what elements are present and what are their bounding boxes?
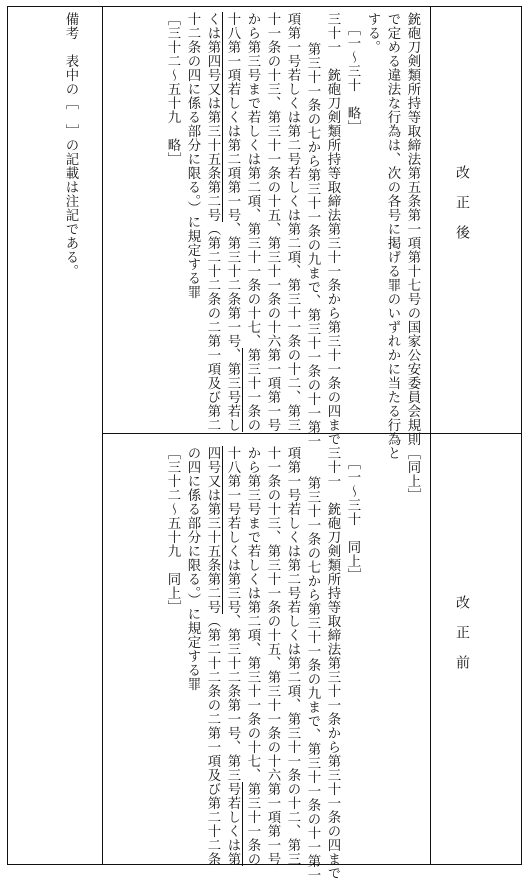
amended-range-2: ［三十二～五十九 略］ bbox=[165, 12, 180, 166]
before-range-1: ［一～三十 同上］ bbox=[345, 456, 360, 582]
amended-item31-line-6 bbox=[224, 12, 240, 432]
header-before: 改正前 bbox=[454, 595, 470, 685]
amended-range-1: ［一～三十 略］ bbox=[345, 22, 360, 134]
before-item31-head: 三十一 銃砲刀剣類所持等取締法第三十一条から第三十一条の四まで bbox=[325, 446, 340, 880]
amended-item31-line-6b: 、第三十二条第一号、第三号若し bbox=[225, 222, 240, 432]
amended-item31-line-5a: から第三号まで若しくは第二項、第三十一条の十七、 bbox=[245, 12, 260, 348]
header-amended: 改正後 bbox=[454, 165, 470, 255]
amended-line-1: 銃砲刀剣類所持等取締法第五条第一項第十七号の国家公安委員会規則 bbox=[405, 12, 420, 446]
amended-item31-line-3: 項第一号若しくは第二号若しくは第二項、第三十一条の十二、第三 bbox=[285, 12, 300, 432]
amended-line-3: する。 bbox=[365, 12, 380, 54]
before-item31-line-5b: 第三十一条の bbox=[245, 782, 260, 866]
before-item31-line-5 bbox=[244, 446, 260, 866]
before-item31-line-6 bbox=[224, 446, 240, 866]
amended-item31-head: 三十一 銃砲刀剣類所持等取締法第三十一条から第三十一条の四まで bbox=[325, 12, 340, 446]
amended-item31-line-5b: 第三十一条の bbox=[245, 348, 260, 432]
before-item31-line-3: 項第一号若しくは第二号若しくは第二項、第三十一条の十二、第三 bbox=[285, 446, 300, 866]
note bbox=[62, 12, 78, 278]
before-range-2: ［三十二～五十九 同上］ bbox=[165, 446, 180, 614]
before-item31-line-7: 四号又は第三十五条第二号（第二十二条の二第一項及び第二十二条 bbox=[205, 446, 220, 866]
amended-item31-line-2: 第三十一条の七から第三十一条の九まで、第三十一条の十一第一 bbox=[305, 42, 320, 448]
amended-item31-line-5 bbox=[244, 12, 260, 432]
before-item31-line-4: 十一条の十三、第三十一条の十五、第三十一条の十六第一項第一号 bbox=[265, 446, 280, 866]
amended-item31-line-6a: 十八第一項若しくは第二項第一号 bbox=[225, 12, 240, 222]
before-item31-line-8: の四に係る部分に限る。）に規定する罪 bbox=[185, 446, 200, 692]
before-item31-line-5a: から第三号まで若しくは第二項、第三十一条の十七、 bbox=[245, 446, 260, 782]
amended-line-2: で定める違法な行為は、次の各号に掲げる罪のいずれかに当たる行為と bbox=[385, 12, 400, 460]
note-title: 備考 bbox=[63, 12, 78, 40]
note-text: 表中の［ ］の記載は注記である。 bbox=[63, 54, 78, 278]
before-item31-line-6b: 、第三十二条第一号、第三号若しくは第 bbox=[225, 614, 240, 866]
before-item31-line-2: 第三十一条の七から第三十一条の九まで、第三十一条の十一第一 bbox=[305, 476, 320, 882]
before-same: ［同上］ bbox=[405, 446, 420, 502]
amended-item31-line-7: くは第四号又は第三十五条第二号（第二十二条の二第一項及び第二 bbox=[205, 12, 220, 432]
amended-item31-line-4: 十一条の十三、第三十一条の十五、第三十一条の十六第一項第一号 bbox=[265, 12, 280, 432]
before-item31-line-6a: 十八第一号若しくは第三号 bbox=[225, 446, 240, 614]
amended-item31-line-8: 十二条の四に係る部分に限る。）に規定する罪 bbox=[185, 12, 200, 300]
